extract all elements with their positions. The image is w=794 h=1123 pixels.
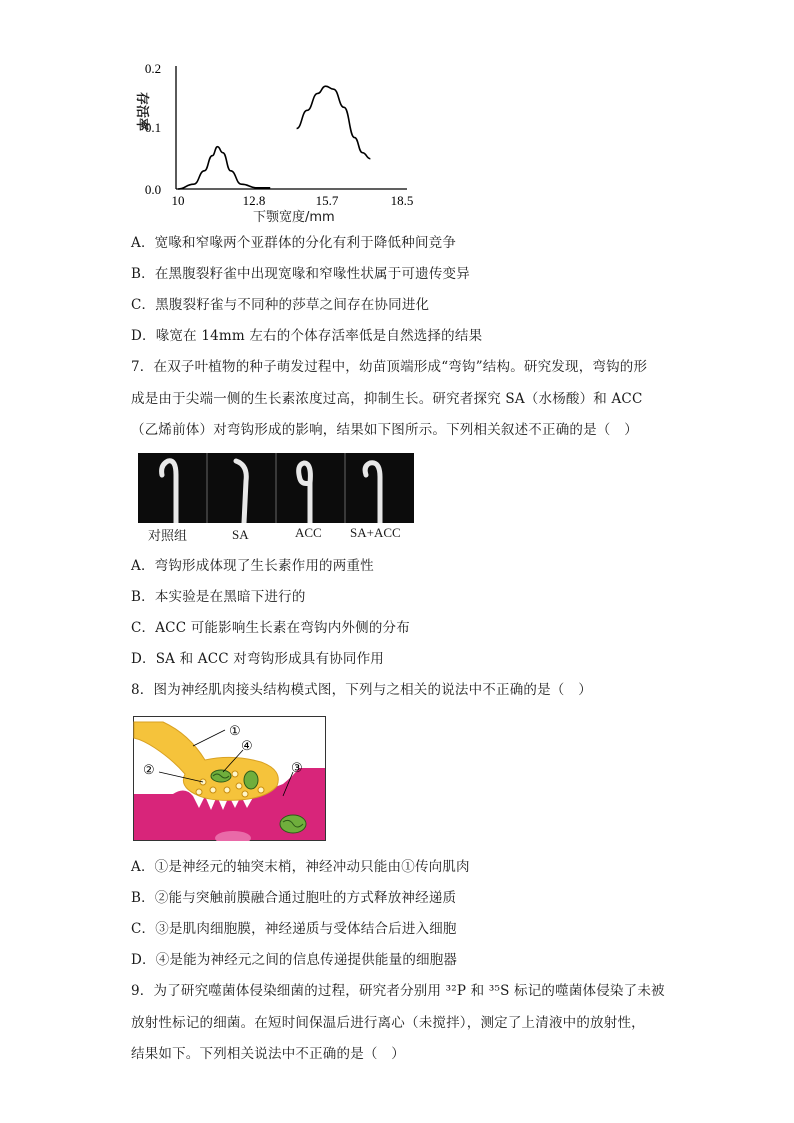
y-tick-label: 0.2 <box>144 61 162 76</box>
q6-option-d: D．喙宽在 14mm 左右的个体存活率低是自然选择的结果 <box>131 328 483 344</box>
label-1: ① <box>229 723 241 738</box>
q8-option-c: C．③是肌肉细胞膜，神经递质与受体结合后进入细胞 <box>131 921 457 937</box>
q7-option-c: C．ACC 可能影响生长素在弯钩内外侧的分布 <box>131 620 410 636</box>
photo-label-acc: ACC <box>295 525 322 540</box>
y-tick-label: 0.0 <box>144 182 162 197</box>
x-axis-label: 下颚宽度/mm <box>253 210 335 225</box>
q7-option-d: D．SA 和 ACC 对弯钩形成具有协同作用 <box>131 651 385 667</box>
q7-stem-line: 7．在双子叶植物的种子萌发过程中，幼苗顶端形成“弯钩”结构。研究发现，弯钩的形 <box>131 359 648 375</box>
q6-option-c: C．黑腹裂籽雀与不同种的莎草之间存在协同进化 <box>131 297 430 313</box>
q8-option-d: D．④是能为神经元之间的信息传递提供能量的细胞器 <box>131 952 458 968</box>
neuromuscular-junction-diagram <box>133 716 326 841</box>
x-tick-label: 12.8 <box>242 193 266 208</box>
photo-label-sa-acc: SA+ACC <box>350 525 401 540</box>
x-tick-label: 15.7 <box>315 193 339 208</box>
q7-stem-line: 成是由于尖端一侧的生长素浓度过高，抑制生长。研究者探究 SA（水杨酸）和 ACC <box>131 391 643 407</box>
y-axis-label: 存活率 <box>134 91 150 132</box>
q8-stem: 8．图为神经肌肉接头结构模式图，下列与之相关的说法中不正确的是（ ） <box>131 682 592 698</box>
y-tick-label: 0.1 <box>144 120 162 135</box>
photo-label-control: 对照组 <box>148 529 188 544</box>
seedling-photos <box>138 453 414 523</box>
q8-option-a: A．①是神经元的轴突末梢，神经冲动只能由①传向肌肉 <box>131 859 470 875</box>
q6-option-b: B．在黑腹裂籽雀中出现宽喙和窄喙性状属于可遗传变异 <box>131 266 470 282</box>
label-4: ④ <box>241 738 253 753</box>
q6-option-a: A．宽喙和窄喙两个亚群体的分化有利于降低种间竞争 <box>131 235 457 251</box>
label-3: ③ <box>291 760 303 775</box>
q7-option-b: B．本实验是在黑暗下进行的 <box>131 589 306 605</box>
series-line-2 <box>297 86 371 159</box>
q7-stem-line: （乙烯前体）对弯钩形成的影响，结果如下图所示。下列相关叙述不正确的是（ ） <box>131 422 638 438</box>
x-tick-label: 10 <box>171 193 185 208</box>
survival-chart <box>120 56 420 226</box>
photo-label-sa: SA <box>232 527 249 542</box>
q9-stem-line: 9．为了研究噬菌体侵染细菌的过程，研究者分别用 ³²P 和 ³⁵S 标记的噬菌体侵染了未被 <box>131 983 665 999</box>
q9-stem-line: 放射性标记的细菌。在短时间保温后进行离心（未搅拌），测定了上清液中的放射性， <box>131 1015 645 1031</box>
x-tick-label: 18.5 <box>390 193 414 208</box>
series-line-1 <box>178 147 270 189</box>
q8-option-b: B．②能与突触前膜融合通过胞吐的方式释放神经递质 <box>131 890 457 906</box>
label-2: ② <box>143 762 155 777</box>
q9-stem-line: 结果如下。下列相关说法中不正确的是（ ） <box>131 1046 405 1062</box>
q7-option-a: A．弯钩形成体现了生长素作用的两重性 <box>131 558 374 574</box>
